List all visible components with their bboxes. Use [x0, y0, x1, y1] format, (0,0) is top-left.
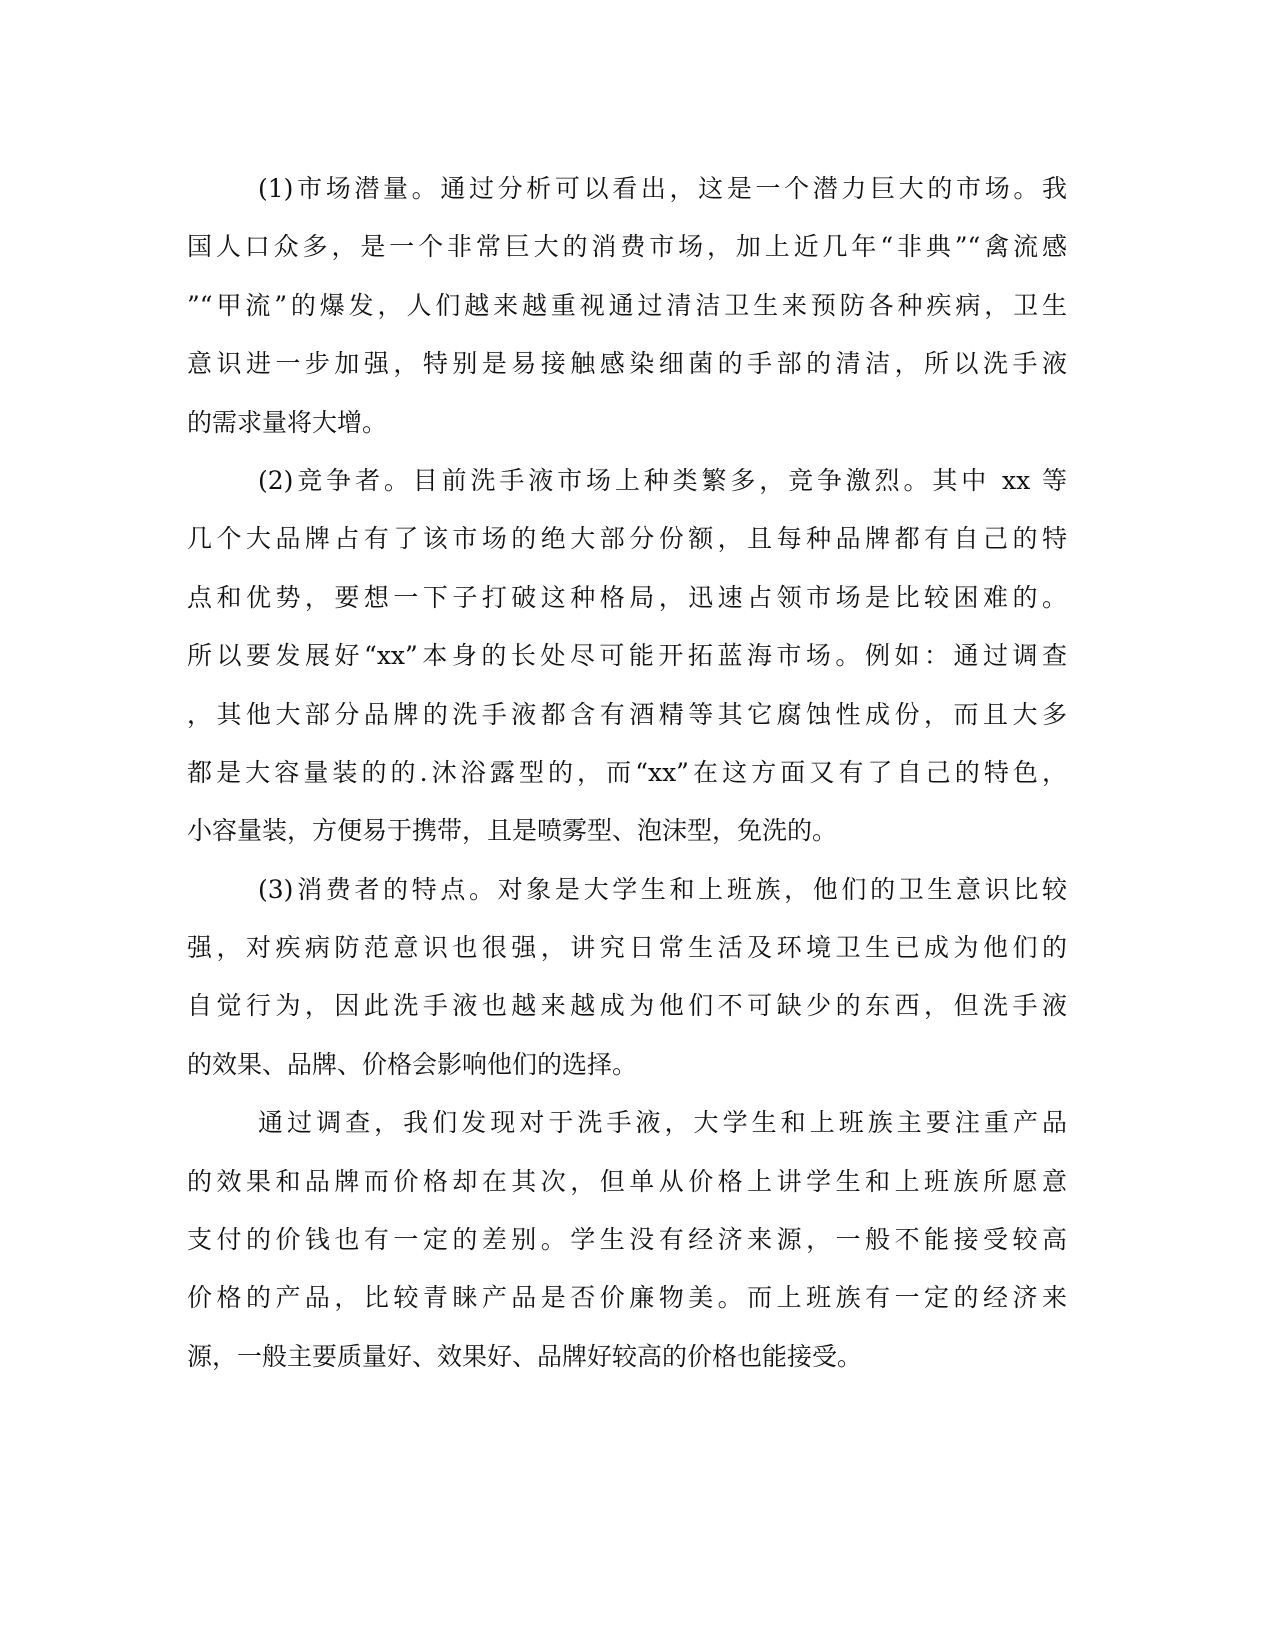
text-line: 几个大品牌占有了该市场的绝大部分份额，且每种品牌都有自己的特 — [187, 524, 1067, 554]
text-line: 点和优势，要想一下子打破这种格局，迅速占领市场是比较困难的。 — [187, 582, 1067, 612]
paragraph-survey-findings — [187, 1094, 1067, 1386]
text-line: 都是大容量装的的.沐浴露型的，而“xx”在这方面又有了自己的特色， — [187, 757, 1067, 787]
text-line: (3)消费者的特点。对象是大学生和上班族，他们的卫生意识比较 — [258, 874, 1067, 904]
paragraph-consumer-traits — [187, 861, 1067, 1095]
paragraph-competitors — [187, 452, 1067, 861]
text-line: 源，一般主要质量好、效果好、品牌好较高的价格也能接受。 — [187, 1341, 863, 1371]
text-line: (2)竞争者。目前洗手液市场上种类繁多，竞争激烈。其中 xx 等 — [258, 465, 1067, 495]
document-body — [187, 160, 1067, 1386]
text-line: 通过调查，我们发现对于洗手液，大学生和上班族主要注重产品 — [258, 1108, 1067, 1138]
text-line: 意识进一步加强，特别是易接触感染细菌的手部的清洁，所以洗手液 — [187, 349, 1067, 379]
text-line: 小容量装，方便易于携带，且是喷雾型、泡沫型，免洗的。 — [187, 816, 838, 846]
text-line: 的效果、品牌、价格会影响他们的选择。 — [187, 1049, 638, 1079]
text-line: ”“甲流”的爆发，人们越来越重视通过清洁卫生来预防各种疾病，卫生 — [187, 290, 1067, 320]
text-line: 国人口众多，是一个非常巨大的消费市场，加上近几年“非典”“禽流感 — [187, 232, 1067, 262]
text-line: 的需求量将大增。 — [187, 407, 388, 437]
text-line: 价格的产品，比较青睐产品是否价廉物美。而上班族有一定的经济来 — [187, 1283, 1067, 1313]
text-line: 所以要发展好“xx”本身的长处尽可能开拓蓝海市场。例如：通过调查 — [187, 641, 1067, 671]
text-line: 强，对疾病防范意识也很强，讲究日常生活及环境卫生已成为他们的 — [187, 933, 1067, 963]
text-line: 自觉行为，因此洗手液也越来越成为他们不可缺少的东西，但洗手液 — [187, 991, 1067, 1021]
text-line: 的效果和品牌而价格却在其次，但单从价格上讲学生和上班族所愿意 — [187, 1166, 1067, 1196]
paragraph-market-potential — [187, 160, 1067, 452]
text-line: (1)市场潜量。通过分析可以看出，这是一个潜力巨大的市场。我 — [258, 174, 1067, 203]
text-line: 支付的价钱也有一定的差别。学生没有经济来源，一般不能接受较高 — [187, 1225, 1067, 1255]
text-line: ，其他大部分品牌的洗手液都含有酒精等其它腐蚀性成份，而且大多 — [187, 699, 1067, 729]
